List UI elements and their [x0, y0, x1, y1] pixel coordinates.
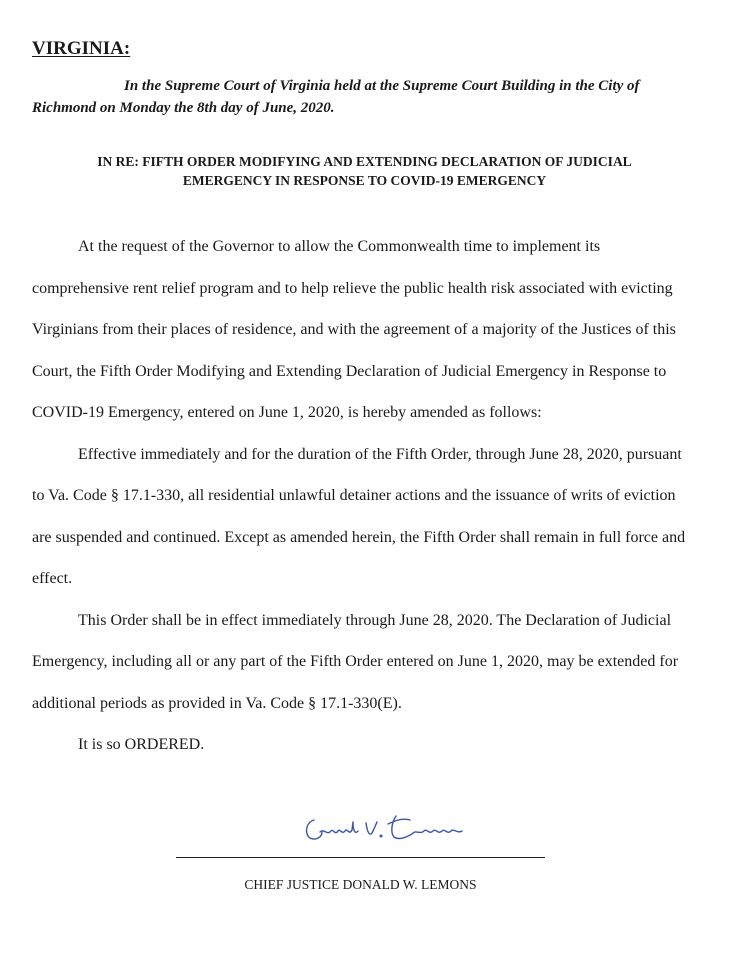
order-body	[32, 226, 697, 766]
order-caption	[32, 152, 697, 190]
caption-line-2: EMERGENCY IN RESPONSE TO COVID-19 EMERGENCY	[182, 173, 547, 188]
state-heading: VIRGINIA:	[32, 38, 131, 59]
caption-line-1: IN RE: FIFTH ORDER MODIFYING AND EXTENDING DECLARATION OF JUDICIAL	[97, 154, 632, 169]
paragraph-amendment: At the request of the Governor to allow the Commonwealth time to implement its comprehensive rent relief program and to help relieve the public health risk associated with evicting Virginians from their places of residence, and with the agreement of a majority of the Justices of this Court, the Fifth Order Modifying and Extending Declaration of Judicial Emergency in Response to COVID-19 Emergency, entered on June 1, 2020, is hereby amended as follows:	[32, 238, 676, 421]
paragraph-ordered: It is so ORDERED.	[78, 736, 205, 753]
signature-line	[176, 857, 545, 858]
handwritten-signature	[300, 810, 475, 846]
paragraph-suspension: Effective immediately and for the duration of the Fifth Order, through June 28, 2020, pursuant to Va. Code § 17.1-330, all residential unlawful detainer actions and the issuance of writs of eviction are suspended and continued. Except as amended herein, the Fifth Order shall remain in full force and effect.	[32, 445, 686, 587]
signatory-title: CHIEF JUSTICE DONALD W. LEMONS	[244, 877, 477, 892]
court-session-line: In the Supreme Court of Virginia held at the Supreme Court Building in the City of Richmond on Monday the 8th day of June, 2020.	[32, 78, 640, 116]
paragraph-duration: This Order shall be in effect immediately through June 28, 2020. The Declaration of Judicial Emergency, including all or any part of the Fifth Order entered on June 1, 2020, may be extended for additional periods as provided in Va. Code § 17.1-330(E).	[32, 611, 679, 712]
